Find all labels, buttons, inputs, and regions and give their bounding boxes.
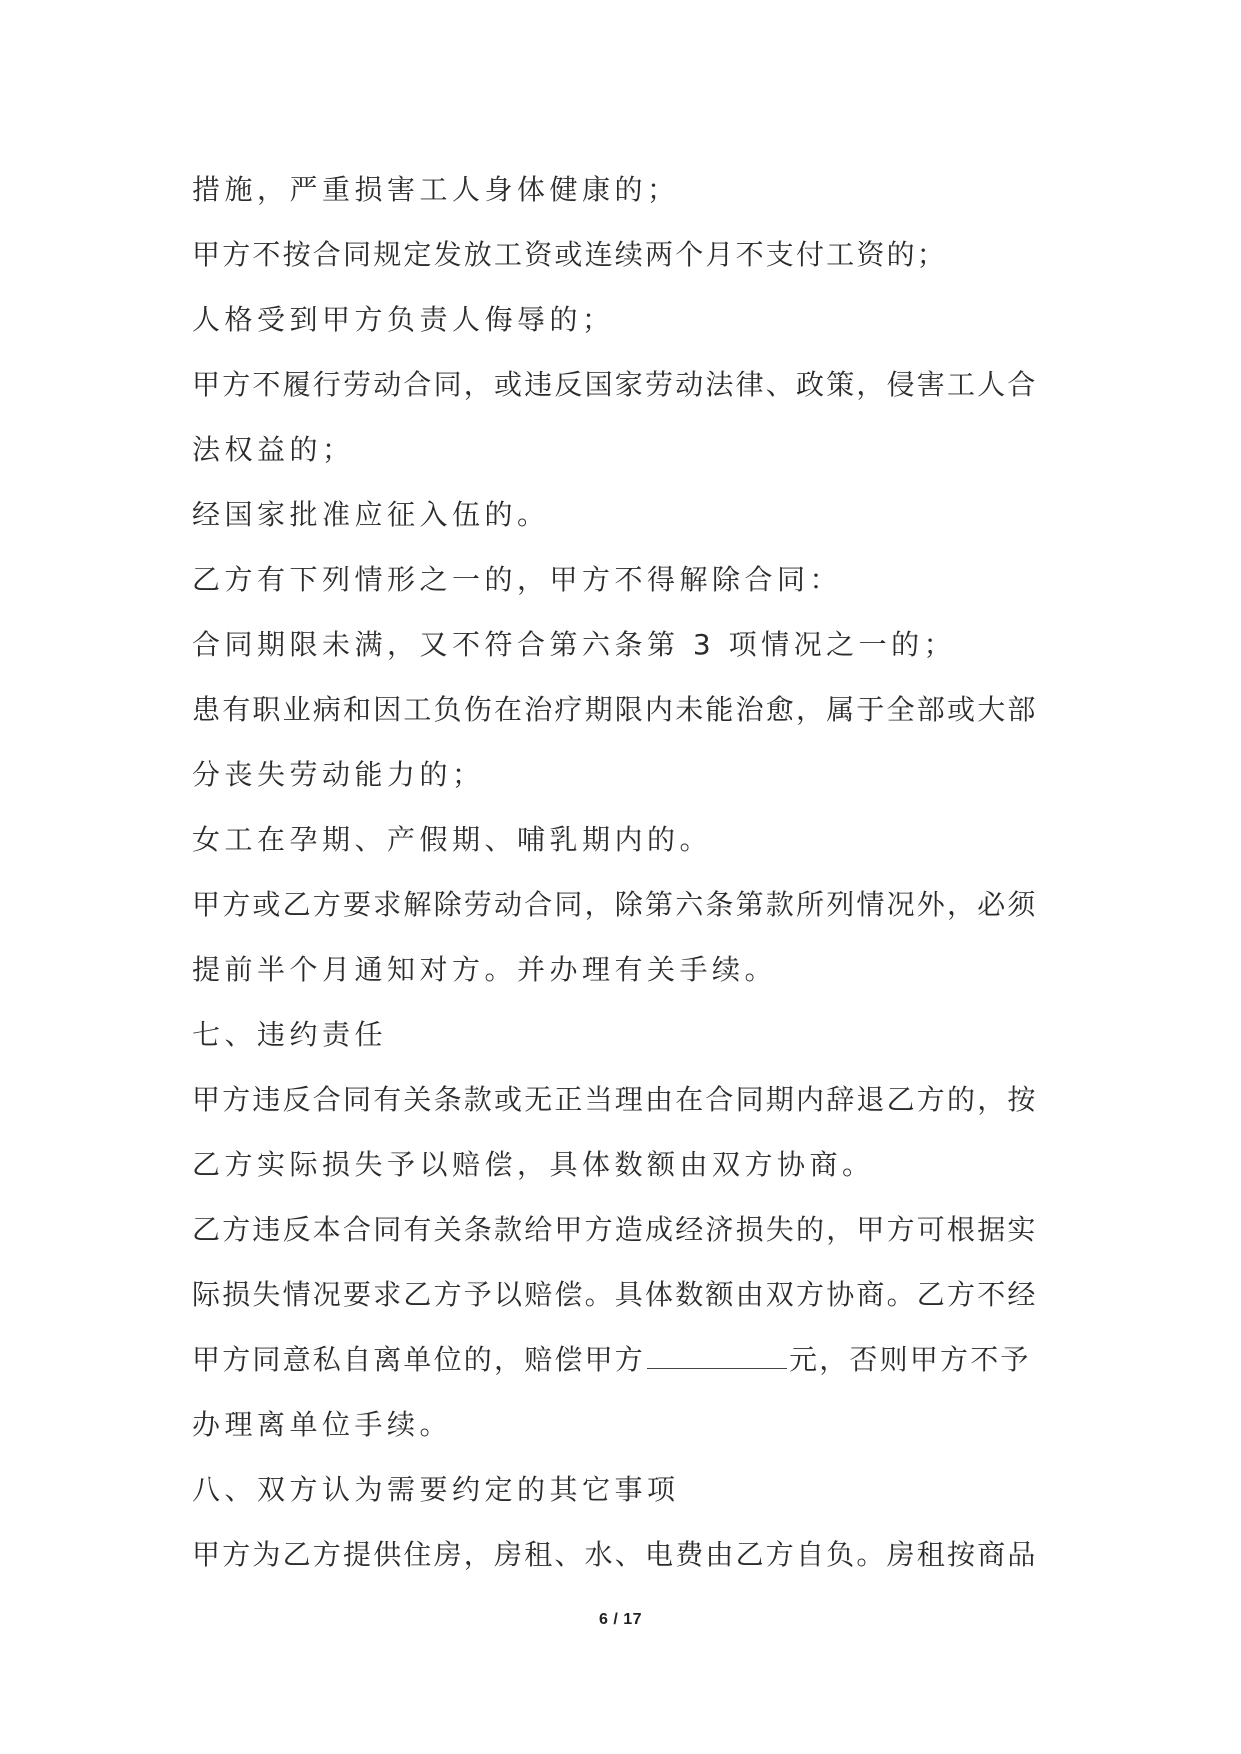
text-line-with-blank [192,1327,1072,1392]
text-line: 提前半个月通知对方。并办理有关手续。 [192,953,778,986]
section-heading: 八、双方认为需要约定的其它事项 [192,1473,680,1506]
text-line: 经国家批准应征入伍的。 [192,498,550,531]
text-line: 乙方违反本合同有关条款给甲方造成经济损失的，甲方可根据实 [192,1213,1038,1246]
text-line: 女工在孕期、产假期、哺乳期内的。 [192,823,713,856]
text-line: 人格受到甲方负责人侮辱的； [192,303,615,336]
text-line: 法权益的； [192,433,355,466]
text-line: 措施，严重损害工人身体健康的； [192,173,680,206]
text-line: 乙方实际损失予以赔偿，具体数额由双方协商。 [192,1148,875,1181]
document-body [192,157,1072,1587]
blank-suffix-text: 元，否则甲方不予 [789,1343,1031,1376]
fill-in-blank [647,1346,787,1369]
text-line: 甲方不履行劳动合同，或违反国家劳动法律、政策，侵害工人合 [192,368,1038,401]
text-line: 患有职业病和因工负伤在治疗期限内未能治愈，属于全部或大部 [192,693,1038,726]
text-line: 办理离单位手续。 [192,1408,453,1441]
page-number: 6 / 17 [598,1611,643,1628]
text-line: 合同期限未满，又不符合第六条第 3 项情况之一的； [192,628,957,661]
section-heading: 七、违约责任 [192,1018,388,1051]
blank-prefix-text: 甲方同意私自离单位的，赔偿甲方 [192,1343,646,1376]
text-line: 甲方不按合同规定发放工资或连续两个月不支付工资的； [192,238,948,271]
text-line: 甲方违反合同有关条款或无正当理由在合同期内辞退乙方的，按 [192,1083,1038,1116]
text-line: 乙方有下列情形之一的，甲方不得解除合同： [192,563,843,596]
text-line: 际损失情况要求乙方予以赔偿。具体数额由双方协商。乙方不经 [192,1278,1038,1311]
text-line: 甲方为乙方提供住房，房租、水、电费由乙方自负。房租按商品 [192,1538,1038,1571]
text-line: 甲方或乙方要求解除劳动合同，除第六条第款所列情况外，必须 [192,888,1038,921]
text-line: 分丧失劳动能力的； [192,758,485,791]
